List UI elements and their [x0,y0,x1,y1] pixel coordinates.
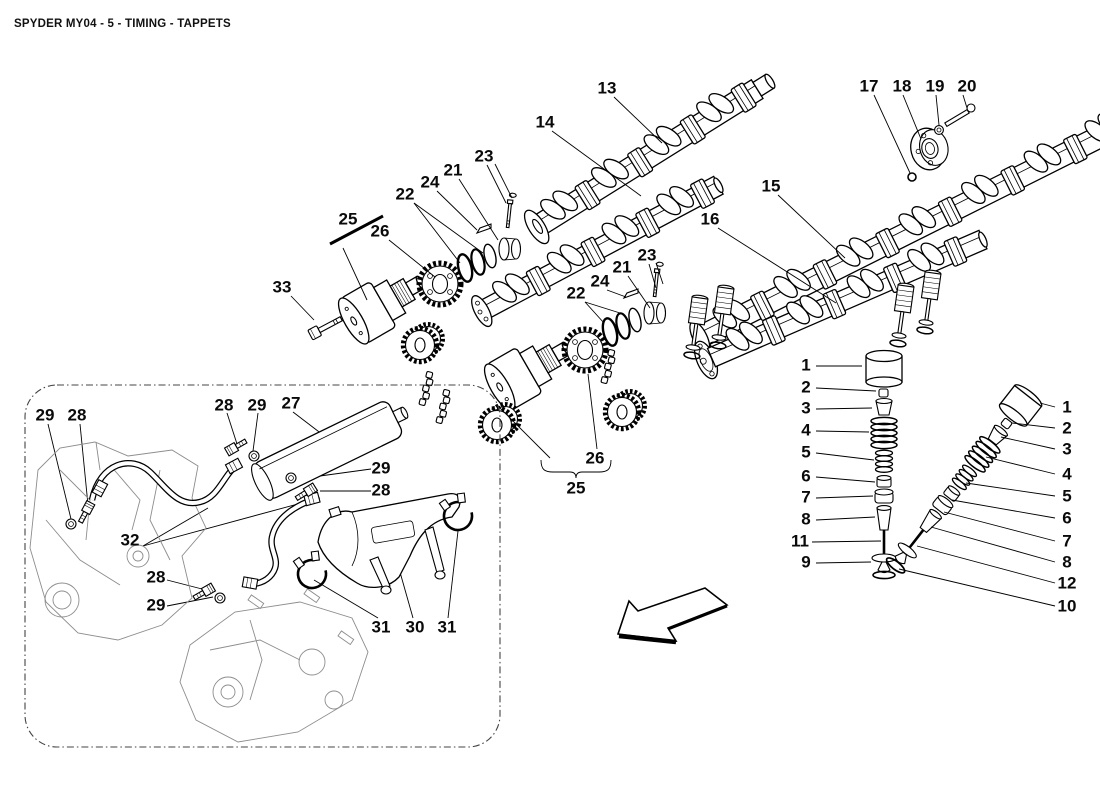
part-label-29: 29 [371,458,391,478]
direction-arrow-icon [618,588,727,642]
end-cap-assembly [906,104,975,181]
part-label-15: 15 [761,176,781,196]
o-ring-17 [908,173,916,181]
part-label-4: 4 [801,420,811,440]
part-label-11: 11 [791,531,809,551]
cam-variator-1 [333,193,521,362]
valve-stack-left [866,351,902,579]
inset-box [25,385,500,747]
part-label-14: 14 [535,112,555,132]
part-label-5: 5 [1062,486,1072,506]
part-label-28: 28 [371,480,391,500]
part-label-8: 8 [1062,552,1072,572]
part-label-33: 33 [272,277,292,297]
part-label-13: 13 [597,78,617,98]
variator-bolt-33 [308,314,344,340]
part-label-22: 22 [566,283,586,303]
part-label-17: 17 [859,76,879,96]
bolt-20 [945,104,975,126]
hose-clamp-31 [292,550,329,592]
part-label-12: 12 [1057,573,1077,593]
camshaft-intake-16 [689,218,994,382]
part-label-18: 18 [892,76,912,96]
part-label-6: 6 [801,466,811,486]
part-label-24: 24 [590,271,610,291]
part-label-8: 8 [801,509,811,529]
part-label-2: 2 [801,377,811,397]
part-label-6: 6 [1062,508,1072,528]
part-label-9: 9 [801,552,811,572]
part-label-25: 25 [566,478,586,498]
part-label-1: 1 [801,355,811,375]
oil-hose-rear [192,492,320,603]
tube-bracket-30 [318,494,460,594]
page-title: SPYDER MY04 - 5 - TIMING - TAPPETS [14,18,231,30]
camshaft-exhaust-15 [683,76,1100,355]
part-label-2: 2 [1062,418,1072,438]
oil-hose-front [66,458,243,529]
part-label-7: 7 [1062,531,1072,551]
part-label-28: 28 [67,405,87,425]
washer-19 [935,126,944,135]
part-label-22: 22 [395,184,415,204]
part-label-29: 29 [247,395,267,415]
seal-washer-29 [249,451,259,461]
part-label-23: 23 [474,146,494,166]
part-label-3: 3 [801,398,811,418]
part-label-26: 26 [370,221,390,241]
part-label-31: 31 [371,617,391,637]
part-label-10: 10 [1057,596,1077,616]
cylinder-head-sketch [180,589,368,742]
part-label-21: 21 [443,160,463,180]
part-label-3: 3 [1062,439,1072,459]
part-label-1: 1 [1062,397,1072,417]
part-label-30: 30 [405,617,425,637]
part-label-29: 29 [35,405,55,425]
part-label-5: 5 [801,442,811,462]
part-label-4: 4 [1062,464,1072,484]
part-label-19: 19 [925,76,945,96]
part-label-16: 16 [700,209,720,229]
seal-washer-29 [286,473,296,483]
part-label-25: 25 [338,209,358,229]
part-label-27: 27 [281,393,301,413]
part-label-28: 28 [214,395,234,415]
union-fitting-28 [225,437,249,456]
part-label-32: 32 [120,530,140,550]
part-label-21: 21 [612,257,632,277]
valve-stack-right [880,382,1045,579]
part-label-7: 7 [801,487,811,507]
part-label-20: 20 [957,76,977,96]
engine-block-sketch [30,442,206,640]
part-label-29: 29 [146,595,166,615]
part-label-26: 26 [585,448,605,468]
part-label-31: 31 [437,617,457,637]
part-label-28: 28 [146,567,166,587]
part-label-23: 23 [637,245,657,265]
outer-spring-4 [871,417,897,448]
inner-spring-5 [876,450,893,472]
part-label-24: 24 [420,172,440,192]
